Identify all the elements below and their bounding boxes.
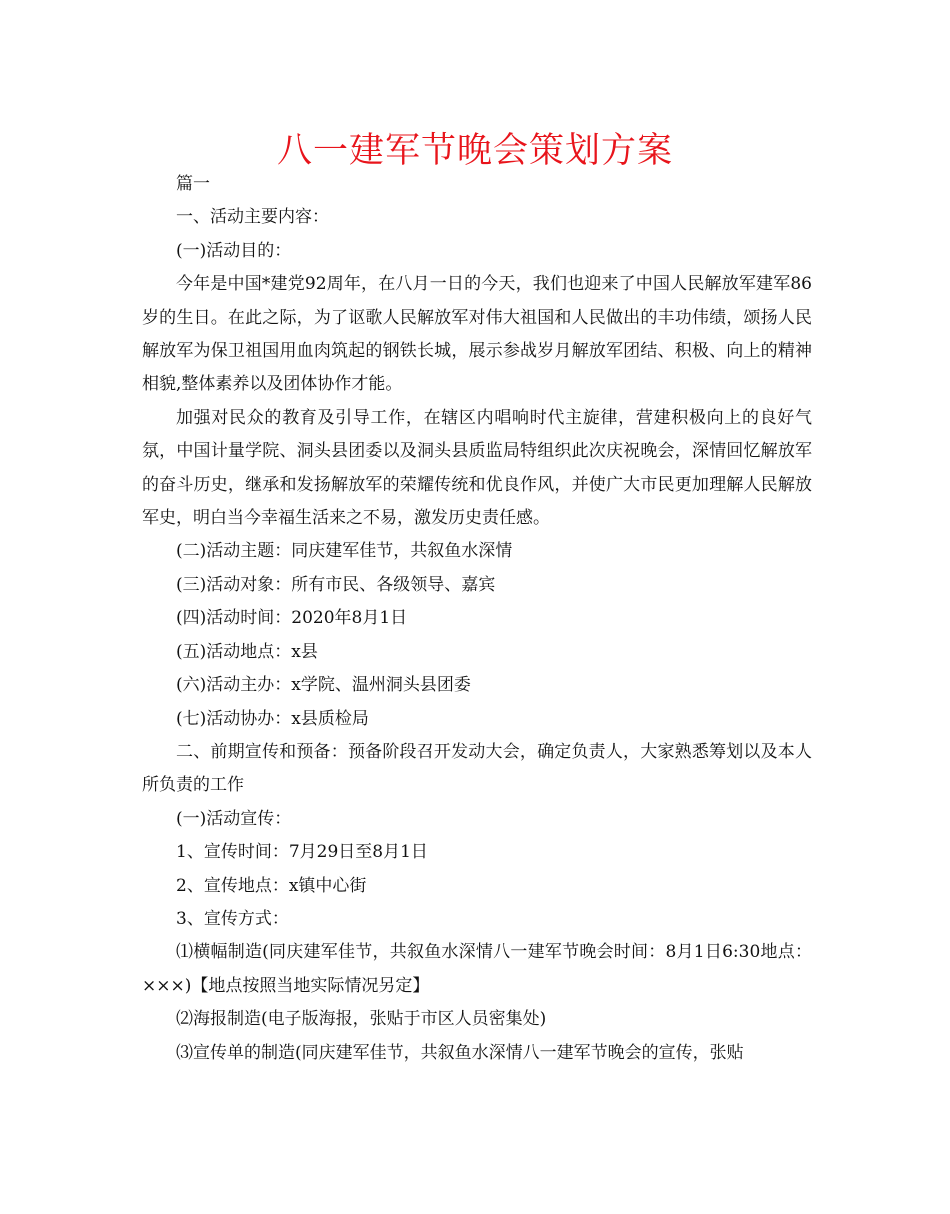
paragraph: (二)活动主题：同庆建军佳节，共叙鱼水深情 (176, 541, 513, 562)
paragraph: ⑵海报制造(电子版海报，张贴于市区人员密集处) (176, 1009, 547, 1030)
paragraph: ⑴横幅制造(同庆建军佳节，共叙鱼水深情八一建军节晚会时间：8月1日6:30地点：×××)【地点按照当地实际情况另定】 (142, 942, 812, 996)
document-body (142, 168, 812, 1070)
paragraph: 2、宣传地点：x镇中心街 (176, 875, 367, 896)
paragraph: (七)活动协办：x县质检局 (176, 708, 369, 729)
paragraph: (三)活动对象：所有市民、各级领导、嘉宾 (176, 574, 496, 595)
document-title: 八一建军节晚会策划方案 (276, 131, 673, 171)
paragraph: ⑶宣传单的制造(同庆建军佳节，共叙鱼水深情八一建军节晚会的宣传，张贴 (176, 1042, 744, 1063)
paragraph: (一)活动宣传： (176, 808, 292, 829)
paragraph: 1、宣传时间：7月29日至8月1日 (176, 842, 428, 863)
paragraph: (六)活动主办：x学院、温州洞头县团委 (176, 675, 471, 696)
paragraph: 篇一 (176, 174, 210, 194)
paragraph: 3、宣传方式： (176, 908, 289, 929)
paragraph: 加强对民众的教育及引导工作，在辖区内唱响时代主旋律，营建积极向上的良好气氛，中国计量学院、洞头县团委以及洞头县质监局特组织此次庆祝晚会，深情回忆解放军的奋斗历史，继承和发扬解放军的荣耀传统和优良作风，并使广大市民更加理解人民解放军史，明白当今幸福生活来之不易，激发历史责任感。 (142, 407, 812, 529)
paragraph: (五)活动地点：x县 (176, 641, 318, 662)
paragraph: 一、活动主要内容： (176, 207, 329, 228)
paragraph: 今年是中国*建党92周年，在八月一日的今天，我们也迎来了中国人民解放军建军86岁的生日。在此之际，为了讴歌人民解放军对伟大祖国和人民做出的丰功伟绩，颂扬人民解放军为保卫祖国用血肉筑起的钢铁长城，展示参战岁月解放军团结、积极、向上的精神相貌,整体素养以及团体协作才能。 (142, 274, 812, 395)
paragraph: (一)活动目的： (176, 240, 292, 261)
paragraph: 二、前期宣传和预备：预备阶段召开发动大会，确定负责人，大家熟悉筹划以及本人所负责的工作 (142, 741, 812, 796)
paragraph: (四)活动时间：2020年8月1日 (176, 608, 408, 629)
